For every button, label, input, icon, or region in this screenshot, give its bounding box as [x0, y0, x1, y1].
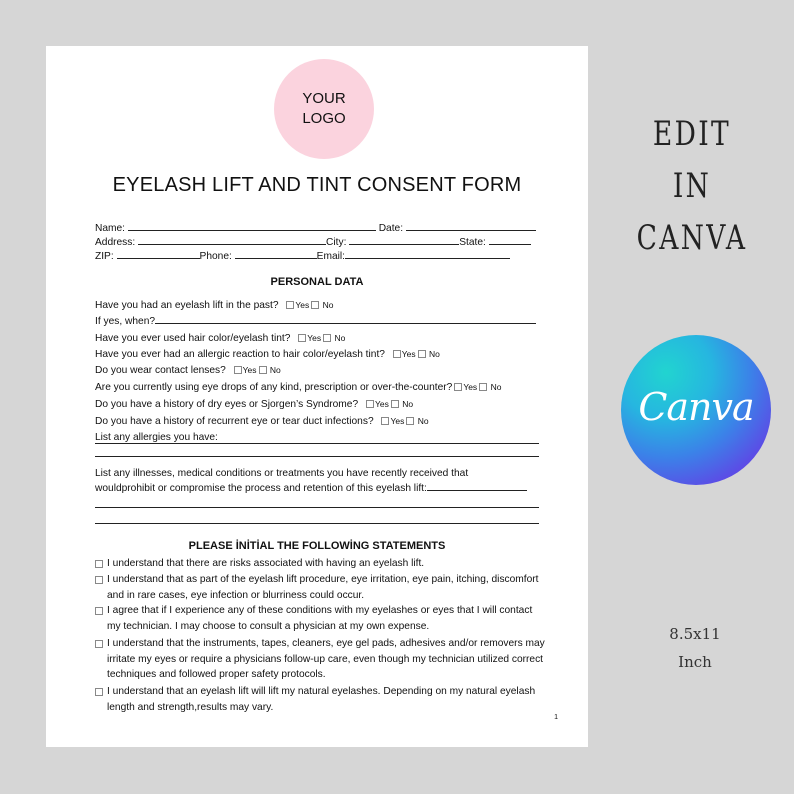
- state-field[interactable]: [489, 236, 531, 245]
- illness-line-3[interactable]: [95, 523, 539, 524]
- allergies-line-1[interactable]: [95, 443, 539, 444]
- zip-field[interactable]: [117, 250, 200, 259]
- name-date-row: [95, 222, 539, 235]
- no-checkbox[interactable]: [391, 400, 399, 408]
- question-dry-eyes: Do you have a history of dry eyes or Sjorgen’s Syndrome? Yes No: [95, 399, 414, 410]
- question-allergic-reaction: Have you ever had an allergic reaction to hair color/eyelash tint? Yes No: [95, 349, 440, 360]
- city-field[interactable]: [349, 236, 459, 245]
- yes-checkbox[interactable]: [366, 400, 374, 408]
- question-eyelash-lift-past: Have you had an eyelash lift in the past? Yes No: [95, 300, 334, 311]
- no-checkbox[interactable]: [311, 301, 319, 309]
- form-title: EYELASH LIFT AND TINT CONSENT FORM: [112, 174, 522, 196]
- logo-text-line1: YOUR: [302, 90, 346, 107]
- page-number: 1: [554, 714, 558, 721]
- statement-item-4: I understand that the instruments, tapes, cleaners, eye gel pads, adhesives and/or removers may irritate my eyes or require a physicians follow-up care, even though my technician utilized correct techniques and followed proper safety protocols.: [95, 636, 545, 683]
- zip-phone-email-row: [95, 250, 539, 263]
- question-eye-drops: Are you currently using eye drops of any kind, prescription or over-the-counter? Yes No: [95, 382, 502, 393]
- no-checkbox[interactable]: [406, 417, 414, 425]
- yes-checkbox[interactable]: [286, 301, 294, 309]
- edit-in-canva-caption: [630, 108, 755, 264]
- yes-checkbox[interactable]: [381, 417, 389, 425]
- size-line-1: 8.5x11: [669, 625, 721, 643]
- zip-label: ZIP:: [95, 251, 114, 262]
- yes-checkbox[interactable]: [393, 350, 401, 358]
- size-line-2: Inch: [678, 653, 712, 671]
- yes-checkbox[interactable]: [234, 366, 242, 374]
- address-row: [95, 236, 539, 249]
- logo-placeholder: [274, 59, 374, 159]
- address-field[interactable]: [138, 236, 326, 245]
- illness-field[interactable]: [427, 482, 527, 491]
- statement-item-1: I understand that there are risks associated with having an eyelash lift.: [95, 556, 545, 572]
- no-checkbox[interactable]: [323, 334, 331, 342]
- date-label: Date:: [378, 223, 404, 234]
- statement-checkbox[interactable]: [95, 560, 103, 568]
- statement-item-2: I understand that as part of the eyelash lift procedure, eye irritation, eye pain, itching, discomfort and in rare cases, eye infection or blurriness could occur.: [95, 572, 545, 603]
- no-checkbox[interactable]: [418, 350, 426, 358]
- question-allergies: List any allergies you have:: [95, 432, 218, 443]
- state-label: State:: [459, 237, 486, 248]
- illness-question: List any illnesses, medical conditions or treatments you have recently received that wouldprohibit or compromise the process and retention of this eyelash lift:: [95, 466, 545, 496]
- no-checkbox[interactable]: [259, 366, 267, 374]
- statement-checkbox[interactable]: [95, 607, 103, 615]
- statement-item-3: I agree that if I experience any of these conditions with my eyelashes or eyes that I will contact my technician. I may choose to consult a physician at my own expense.: [95, 603, 545, 634]
- address-label: Address:: [95, 237, 136, 248]
- name-label: Name:: [95, 223, 126, 234]
- logo-text-line2: LOGO: [302, 110, 346, 127]
- canva-logo-text: Canva: [638, 385, 754, 429]
- edit-line-2: CANVA: [636, 218, 748, 258]
- question-eye-infections: Do you have a history of recurrent eye or tear duct infections? Yes No: [95, 416, 429, 427]
- city-label: City:: [326, 237, 347, 248]
- phone-label: Phone:: [199, 251, 232, 262]
- phone-field[interactable]: [235, 250, 317, 259]
- email-field[interactable]: [345, 250, 510, 259]
- statements-heading: PLEASE İNİTİAL THE FOLLOWİNG STATEMENTS: [188, 540, 446, 552]
- statement-checkbox[interactable]: [95, 688, 103, 696]
- question-if-yes-when: If yes, when?: [95, 315, 536, 328]
- yes-checkbox[interactable]: [454, 383, 462, 391]
- page-size-caption: [640, 620, 750, 676]
- name-field[interactable]: [128, 222, 376, 231]
- no-checkbox[interactable]: [479, 383, 487, 391]
- statement-checkbox[interactable]: [95, 576, 103, 584]
- consent-form-page: [46, 46, 588, 747]
- question-hair-color-tint: Have you ever used hair color/eyelash tint? Yes No: [95, 333, 346, 344]
- allergies-line-2[interactable]: [95, 456, 539, 457]
- yes-checkbox[interactable]: [298, 334, 306, 342]
- statement-item-5: I understand that an eyelash lift will lift my natural eyelashes. Depending on my natural eyelash length and strength,results may vary.: [95, 684, 545, 715]
- date-field[interactable]: [406, 222, 536, 231]
- statement-checkbox[interactable]: [95, 640, 103, 648]
- question-contact-lenses: Do you wear contact lenses? Yes No: [95, 365, 281, 376]
- canva-logo: [621, 335, 771, 485]
- personal-data-heading: PERSONAL DATA: [270, 276, 364, 288]
- when-field[interactable]: [155, 315, 536, 324]
- edit-line-1: EDIT IN: [652, 114, 732, 206]
- illness-line-2[interactable]: [95, 507, 539, 508]
- email-label: Email:: [316, 251, 345, 262]
